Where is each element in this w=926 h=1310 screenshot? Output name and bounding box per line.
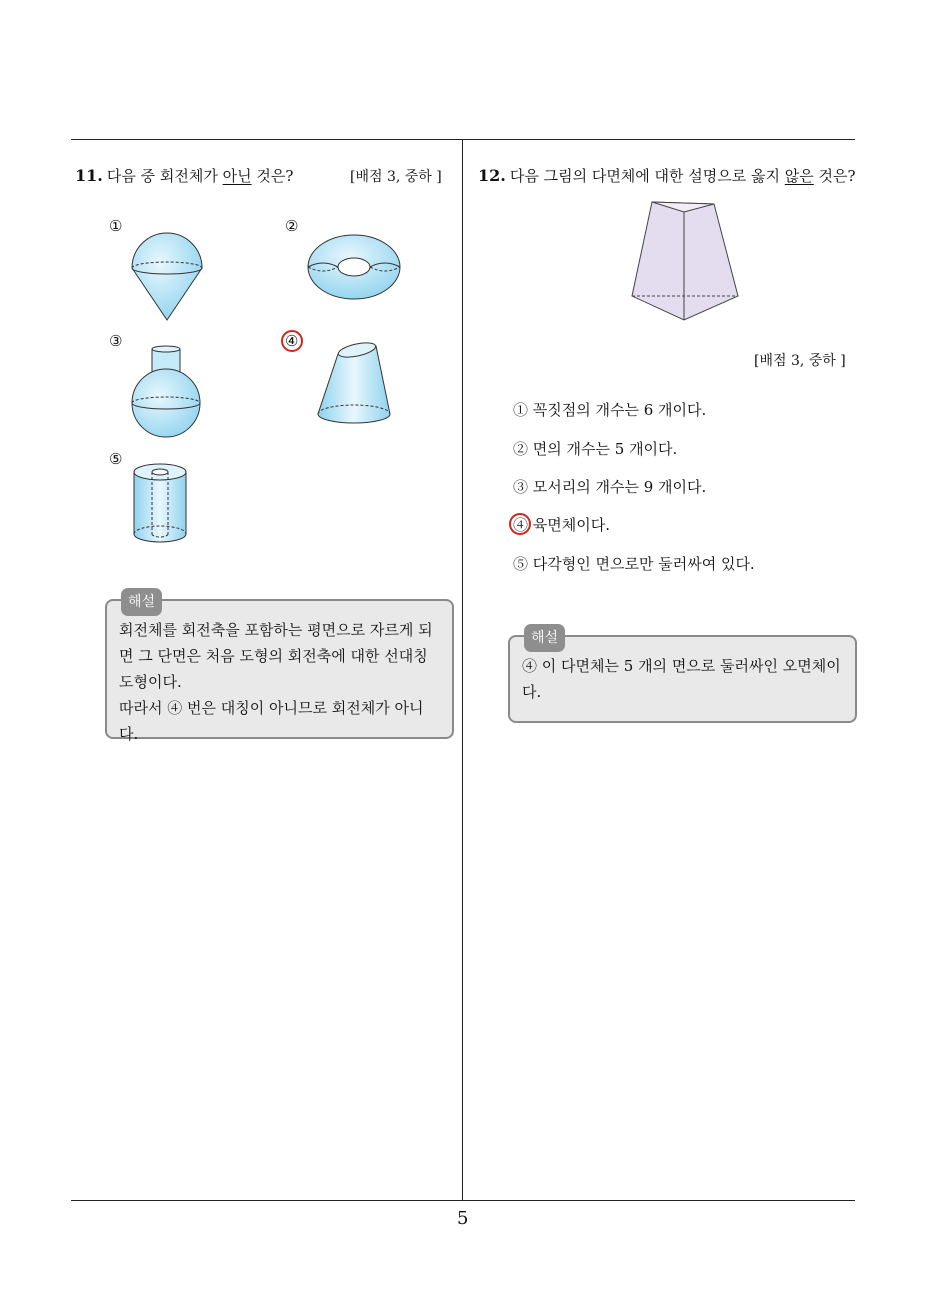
q12-option-1[interactable]: ① 꼭짓점의 개수는 6 개이다. [513, 401, 707, 419]
q11-option-5-label[interactable]: ⑤ [109, 450, 123, 468]
q11-title-underline: 아닌 [222, 167, 252, 185]
q12-explanation-line-1: ④ 이 다면체는 5 개의 면으로 둘러싸인 오면체이 [522, 657, 841, 675]
q11-option-1-label[interactable]: ① [109, 217, 123, 235]
q11-number: 11. [75, 166, 103, 185]
q12-score: [배점 3, 중하 ] [754, 353, 846, 369]
q11-shape-bottle [130, 345, 206, 441]
bottom-rule [71, 1200, 855, 1201]
q11-shape-slanted-frustum [314, 340, 394, 428]
q12-number: 12. [478, 166, 506, 185]
q11-shape-hollow-cylinder [130, 462, 190, 546]
q11-explanation-tag: 해설 [121, 588, 162, 616]
q12-title [478, 165, 856, 186]
q11-explanation-line-2: 면 그 단면은 처음 도형의 회전축에 대한 선대칭 [119, 647, 428, 665]
q11-score: [배점 3, 중하 ] [350, 169, 442, 185]
q12-explanation-line-2: 다. [522, 683, 542, 701]
q11-title-end: 것은? [251, 167, 294, 185]
q11-shape-torus [305, 232, 403, 302]
q11-explanation-line-4: 따라서 ④ 번은 대칭이 아니므로 회전체가 아니다. [119, 699, 424, 743]
q11-explanation-line-3: 도형이다. [119, 673, 182, 691]
q12-explanation-tag: 해설 [524, 624, 565, 652]
q12-title-text: 다음 그림의 다면체에 대한 설명으로 옳지 [509, 167, 785, 185]
q11-answer-mark [281, 330, 303, 352]
q11-option-2-label[interactable]: ② [285, 217, 299, 235]
q11-explanation-box [105, 594, 454, 743]
q12-title-underline: 않은 [784, 167, 814, 185]
q11-option-4-label[interactable]: ④ [285, 332, 299, 350]
q12-option-5[interactable]: ⑤ 다각형인 면으로만 둘러싸여 있다. [513, 555, 755, 573]
q11-explanation-line-1: 회전체를 회전축을 포함하는 평면으로 자르게 되 [119, 621, 433, 639]
center-divider [462, 139, 463, 1201]
q12-polyhedron-figure [628, 198, 742, 324]
q12-option-3[interactable]: ③ 모서리의 개수는 9 개이다. [513, 478, 707, 496]
q11-option-3-label[interactable]: ③ [109, 332, 123, 350]
q11-shape-cone-hemisphere [128, 230, 206, 324]
q12-title-end: 것은? [813, 167, 856, 185]
top-rule [71, 139, 855, 140]
q11-title [75, 165, 293, 186]
q11-title-text: 다음 중 회전체가 [106, 167, 223, 185]
page-number: 5 [457, 1208, 469, 1229]
q12-explanation-box [508, 630, 857, 723]
q12-option-4[interactable]: ④ 육면체이다. [513, 516, 610, 534]
q12-option-2[interactable]: ② 면의 개수는 5 개이다. [513, 440, 678, 458]
